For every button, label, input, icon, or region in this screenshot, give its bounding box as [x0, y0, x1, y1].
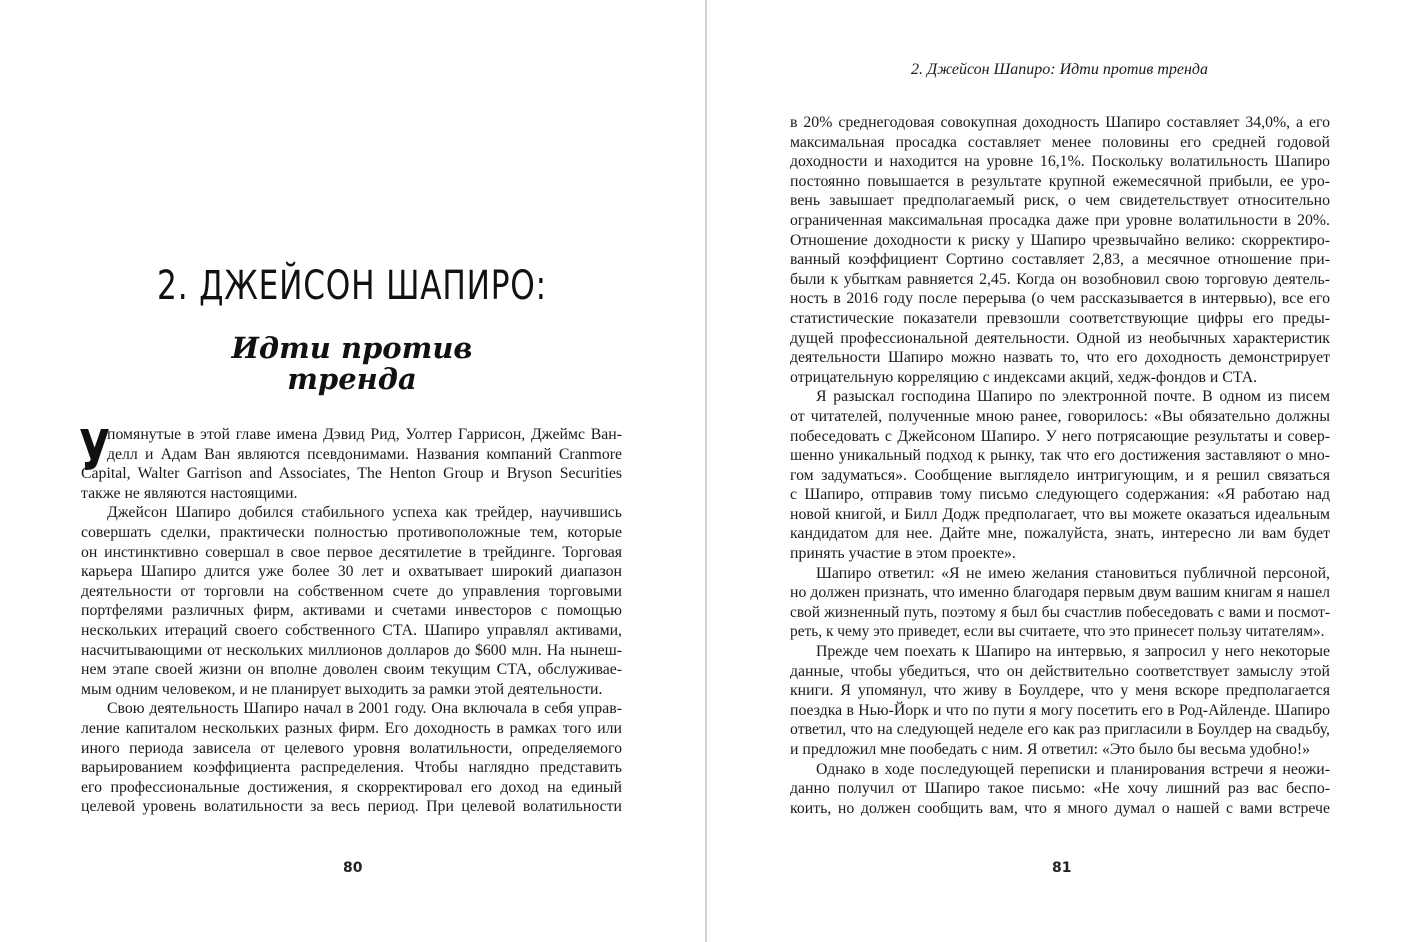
text-line: ограниченная максимальная просадка даже при уровне волатильности в 20%. — [790, 211, 1330, 229]
text-line: целевой уровень волатильности за весь период. При целевой волатильности — [81, 798, 622, 816]
text-line: ответил, что на следующей неделе его как раз пригласили в Боулдер на свадьбу, — [790, 721, 1330, 739]
text-line: деятельности Шапиро можно назвать то, что его доходность демонстрирует — [790, 349, 1330, 367]
text-line: Я разыскал господина Шапиро по электронной почте. В одном из писем — [816, 388, 1330, 406]
text-line: шенно уникальный подход к рынку, так что его достижения заставляют о мно- — [790, 447, 1330, 465]
text-line: его профессиональные достижения, я скорректировал его доход на единый — [81, 778, 622, 796]
text-line: нескольких итераций своего собственного СТА. Шапиро управлял активами, — [81, 621, 622, 639]
text-line: коить, но должен сообщить вам, что я много думал о нашей с вами встрече — [790, 799, 1330, 817]
text-line: гом задуматься». Сообщение выглядело интригующим, и я решил связаться — [790, 466, 1330, 484]
text-line: реть, к чему это приведет, если вы считаете, что это принесет пользу читателям». — [790, 623, 1325, 641]
right-body-text — [790, 113, 1330, 818]
text-line: совершать сделки, практически полностью противоположные тем, которые — [81, 523, 622, 541]
text-line: принять участие в этом проекте». — [790, 545, 1016, 563]
text-line: доходности и находится на уровне 16,1%. Поскольку волатильность Шапиро — [790, 153, 1330, 171]
text-line: в 20% среднегодовая совокупная доходность Шапиро составляет 34,0%, а его — [790, 114, 1330, 131]
text-line: карьера Шапиро длится уже более 30 лет и охватывает широкий диапазон — [81, 563, 622, 581]
text-line: нем этапе своей жизни он вполне доволен своим текущим СТА, обслуживае- — [81, 661, 622, 679]
text-line: с Шапиро, отправив тому письмо следующего содержания: «Я работаю над — [790, 486, 1330, 504]
text-line: ванный коэффициент Сортино составляет 2,83, а месячное отношение при- — [790, 251, 1330, 269]
text-line: статистические показатели превзошли соответствующие цифры его преды- — [790, 309, 1330, 327]
drop-cap: У — [79, 419, 111, 484]
text-line: побеседовать с Джейсоном Шапиро. У него потрясающие результаты и совер- — [790, 427, 1330, 445]
text-line: поездка в Нью-Йорк и что по пути я могу посетить его в Род-Айленде. Шапиро — [790, 701, 1330, 719]
text-line: свой жизненный путь, поэтому я был бы счастлив побеседовать с вами и посмот- — [790, 603, 1330, 621]
text-line: Шапиро ответил: «Я не имею желания становиться публичной персоной, — [816, 564, 1330, 582]
chapter-subtitle-line-2: тренда — [287, 362, 417, 396]
text-line: деятельности от торговли на собственном счете до управления торговыми — [81, 582, 622, 600]
text-line: Свою деятельность Шапиро начал в 2001 году. Она включала в себя управ- — [107, 700, 622, 718]
text-line: книги. Я упомянул, что живу в Боулдере, что у меня вскоре предполагается — [790, 682, 1330, 700]
text-line: данные, чтобы убедиться, что он действительно соответствует замыслу этой — [790, 662, 1330, 680]
text-line: были к убыткам равняется 2,45. Когда он возобновил свою торговую деятель- — [790, 270, 1330, 288]
text-line: Однако в ходе последующей переписки и планирования встречи я неожи- — [816, 760, 1330, 778]
text-line: иного периода зависела от целевого уровня волатильности, определяемого — [81, 739, 622, 757]
text-line: дущей профессиональной деятельности. Одной из необычных характеристик — [790, 329, 1330, 347]
chapter-subtitle-line-1: Идти против — [231, 331, 473, 365]
text-line: и предложил мне пообедать с ним. Я ответил: «Это было бы весьма удобно!» — [790, 741, 1311, 758]
chapter-subtitle — [82, 333, 622, 395]
text-line: кандидатом для нее. Дайте мне, пожалуйста, знать, интересно ли вам будет — [790, 525, 1330, 543]
text-line: портфелями различных фирм, активами и счетами инвесторов с помощью — [81, 602, 622, 620]
text-line: новой книгой, и Билл Додж предполагает, что вы можете оказаться идеальным — [790, 505, 1330, 523]
text-line: насчитывающими от нескольких миллионов долларов до $600 млн. На нынеш- — [81, 641, 622, 659]
text-line: ление капиталом нескольких разных фирм. Его доходность в рамках того или — [81, 719, 622, 737]
running-head: 2. Джейсон Шапиро: Идти против тренда — [911, 61, 1208, 78]
text-line: варьированием коэффициента распределения. Чтобы наглядно представить — [81, 759, 622, 777]
text-line: также не являются настоящими. — [81, 484, 298, 502]
text-line: Capital, Walter Garrison and Associates, The Henton Group и Bryson Securities — [81, 465, 622, 483]
page-number-right: 81 — [1052, 860, 1072, 876]
text-line: делл и Адам Ван являются псевдонимами. Названия компаний Cranmore — [107, 445, 622, 463]
text-line: данно получил от Шапиро такое письмо: «Не хочу лишний раз вас беспо- — [790, 780, 1330, 798]
text-line: Джейсон Шапиро добился стабильного успеха как трейдер, научившись — [107, 504, 622, 522]
text-line: максимальная просадка составляет менее половины его средней годовой — [790, 133, 1330, 151]
text-line: помянутые в этой главе имена Дэвид Рид, Уолтер Гаррисон, Джеймс Ван- — [107, 426, 622, 443]
text-line: постоянно повышается в результате крупной ежемесячной прибыли, ее уро- — [790, 172, 1330, 190]
text-line: от читателей, полученные мною ранее, говорилось: «Вы обязательно должны — [790, 407, 1330, 425]
text-line: Прежде чем поехать к Шапиро на интервью, я запросил у него некоторые — [816, 643, 1330, 661]
chapter-title: 2. ДЖЕЙСОН ШАПИРО: — [157, 263, 547, 309]
text-line: он инстинктивно совершал в свое первое десятилетие в трейдинге. Торговая — [81, 543, 622, 561]
page-number-left: 80 — [343, 860, 363, 876]
text-line: ность в 2016 году после перерыва (о чем рассказывается в интервью), все его — [790, 290, 1330, 308]
text-line: вень завышает предполагаемый риск, о чем свидетельствует относительно — [790, 192, 1330, 210]
text-line: мым одним человеком, и не планирует выходить за рамки этой деятельности. — [81, 680, 603, 698]
text-line: отрицательную корреляцию с индексами акций, хедж-фондов и СТА. — [790, 368, 1258, 386]
text-line: Отношение доходности к риску у Шапиро чрезвычайно велико: скорректиро- — [790, 231, 1330, 249]
left-body-text — [81, 425, 622, 817]
text-line: но должен признать, что именно благодаря первым двум вашим книгам я нашел — [790, 584, 1330, 602]
